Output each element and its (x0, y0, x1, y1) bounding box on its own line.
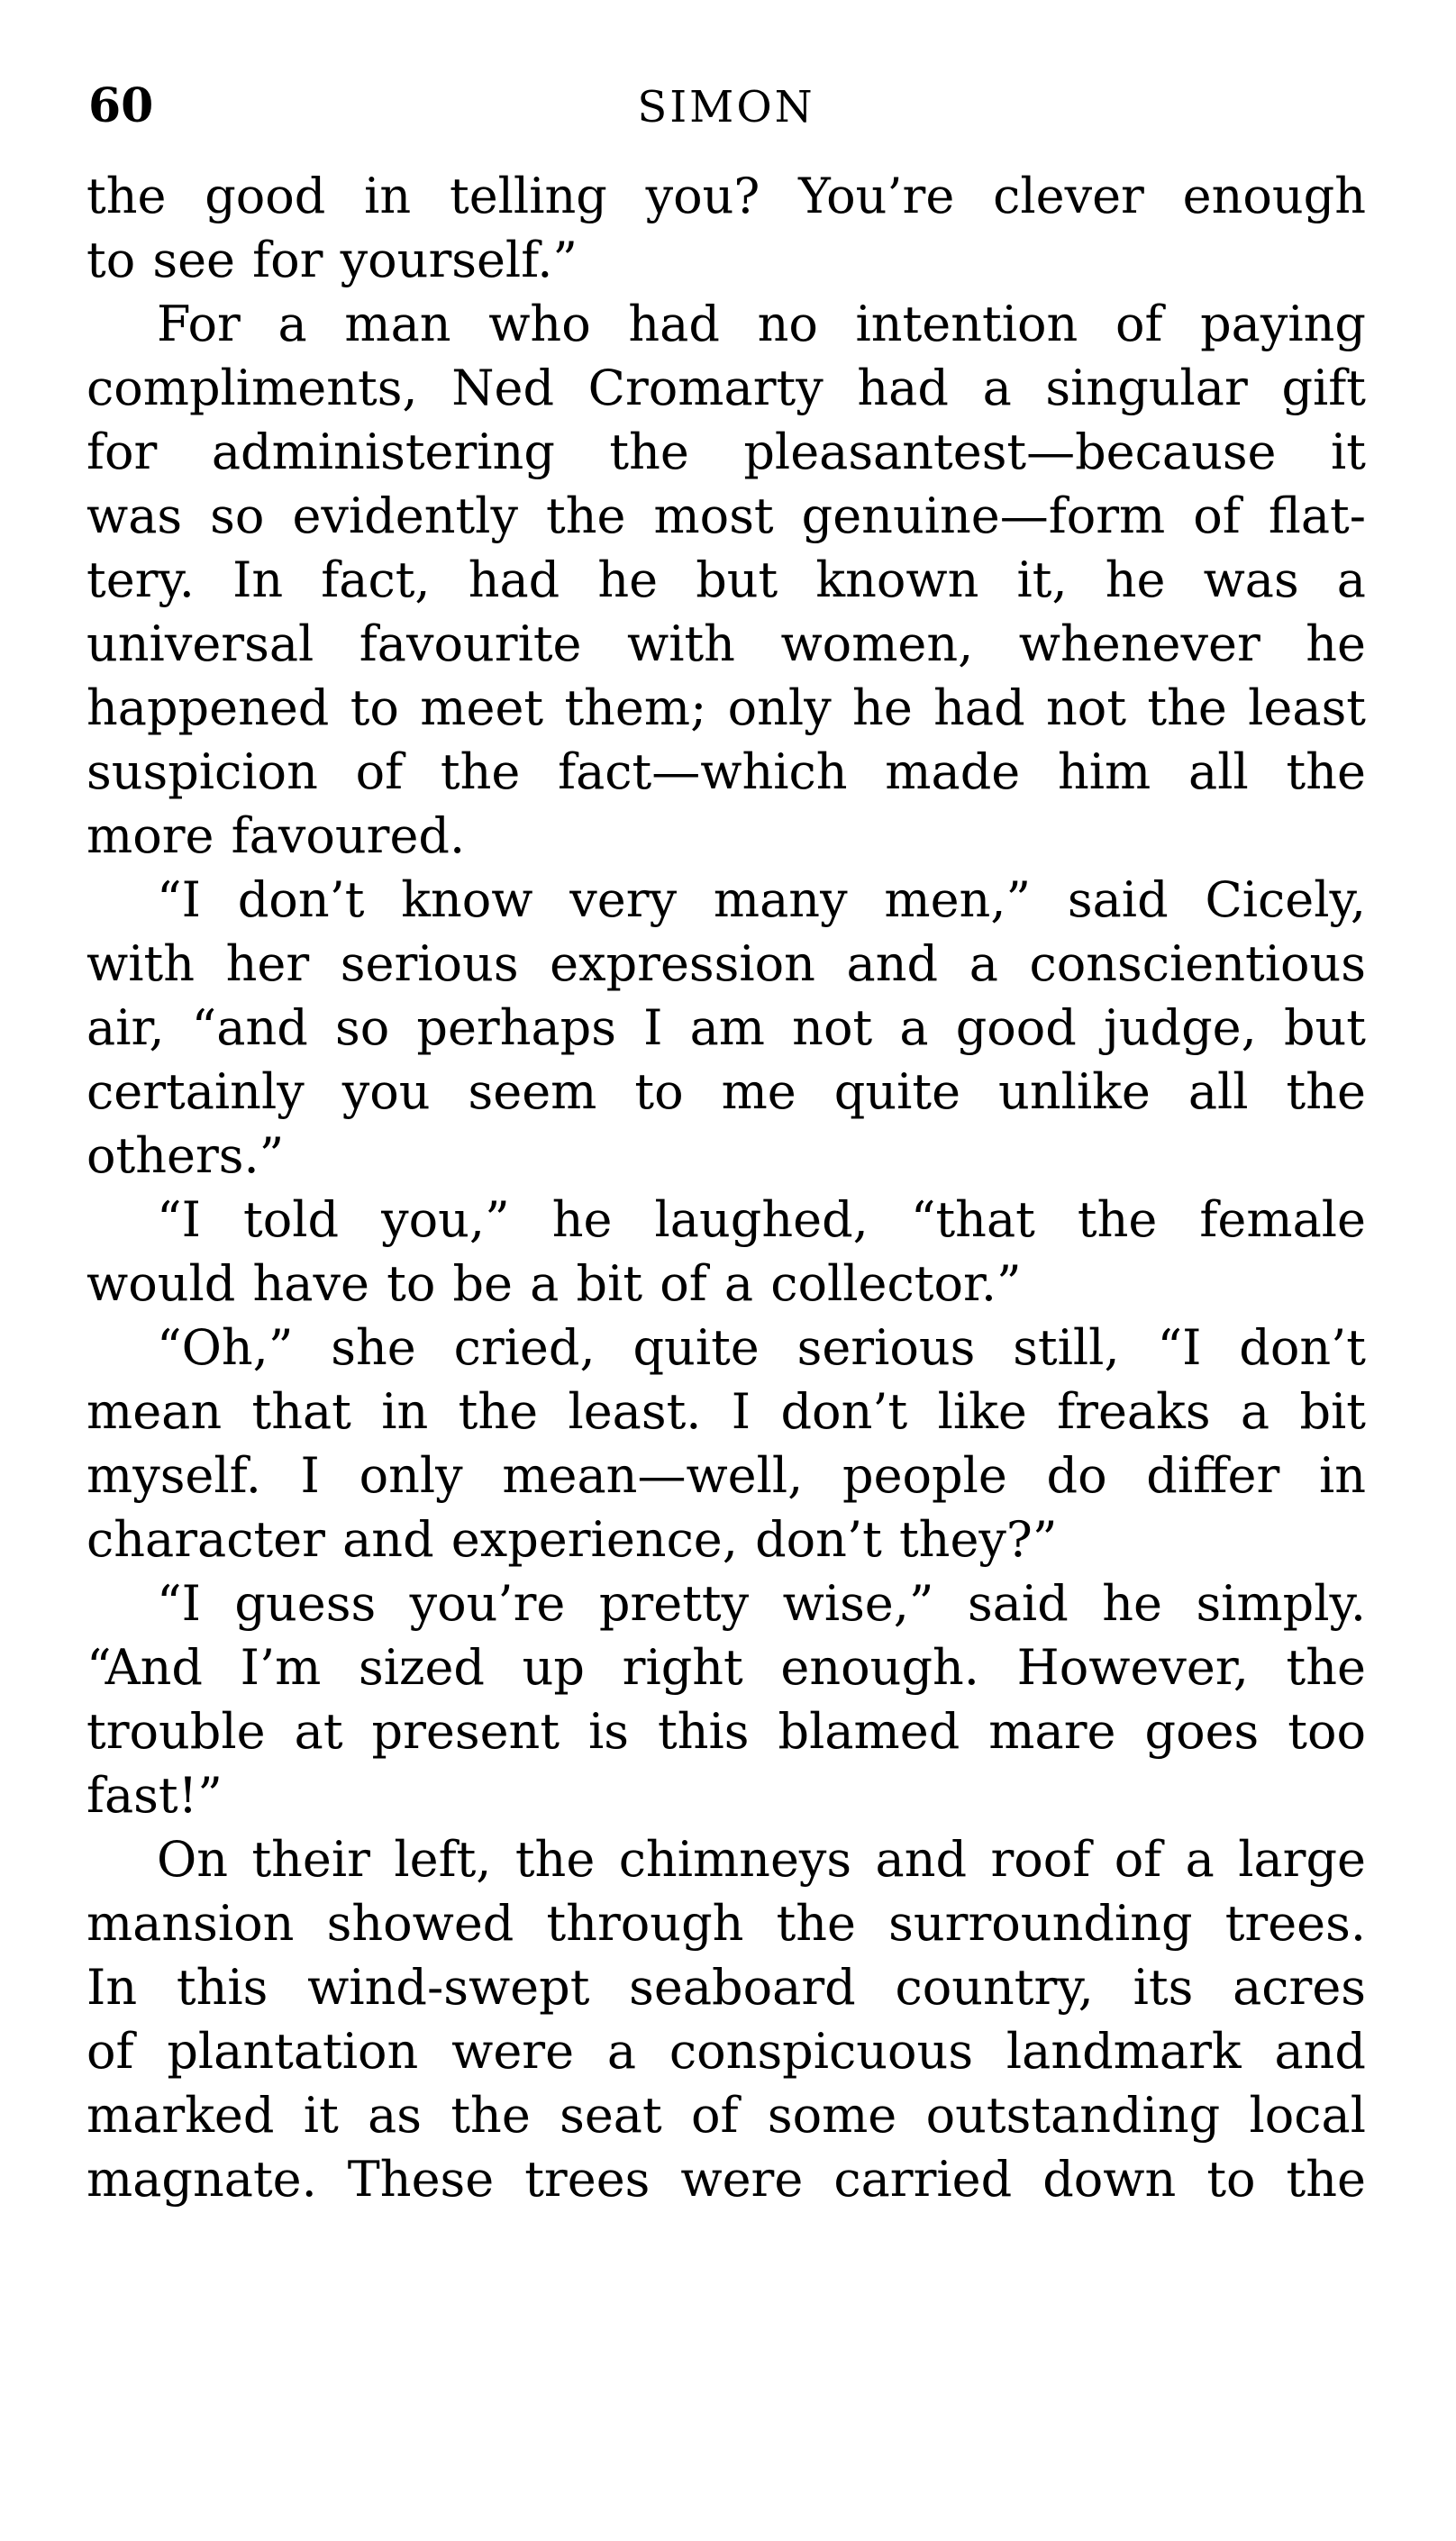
page-header (86, 78, 1366, 139)
paragraph (86, 868, 1366, 1188)
text-line: “And I’m sized up right enough. However, the (86, 1639, 1366, 1696)
text-line: In this wind-swept seaboard country, its acres (86, 1959, 1366, 2016)
paragraph (86, 1316, 1366, 1571)
paragraph (86, 164, 1366, 292)
text-line: certainly you seem to me quite unlike all the (86, 1063, 1366, 1120)
text-line: more favoured. (86, 807, 466, 864)
text-line: marked it as the seat of some outstanding local (86, 2087, 1366, 2144)
text-line: to see for yourself.” (86, 232, 578, 288)
text-line: mean that in the least. I don’t like freaks a bit (86, 1383, 1366, 1440)
text-line: happened to meet them; only he had not the least (86, 679, 1366, 736)
text-line: would have to be a bit of a collector.” (86, 1255, 1022, 1312)
text-line: was so evidently the most genuine—form of flat- (86, 487, 1366, 544)
text-line: For a man who had no intention of paying (157, 296, 1366, 352)
text-line: others.” (86, 1127, 285, 1184)
text-line: “I told you,” he laughed, “that the female (157, 1191, 1366, 1248)
paragraph (86, 1188, 1366, 1316)
text-line: with her serious expression and a conscientious (86, 935, 1366, 992)
text-line: universal favourite with women, whenever he (86, 615, 1366, 672)
text-line: magnate. These trees were carried down to the (86, 2151, 1366, 2208)
text-line: myself. I only mean—well, people do differ in (86, 1447, 1366, 1504)
text-line: mansion showed through the surrounding trees. (86, 1895, 1366, 1952)
text-line: “I don’t know very many men,” said Cicely, (157, 871, 1366, 928)
text-line: On their left, the chimneys and roof of a large (157, 1831, 1366, 1888)
text-line: character and experience, don’t they?” (86, 1511, 1058, 1568)
text-line: compliments, Ned Cromarty had a singular gift (86, 360, 1366, 416)
paragraph (86, 1571, 1366, 1827)
paragraph (86, 292, 1366, 868)
text-line: fast!” (86, 1767, 223, 1824)
text-line: the good in telling you? You’re clever enough (86, 168, 1366, 224)
text-line: for administering the pleasantest—because it (86, 424, 1366, 480)
text-line: suspicion of the fact—which made him all the (86, 743, 1366, 800)
text-line: of plantation were a conspicuous landmark and (86, 2023, 1366, 2080)
text-line: tery. In fact, had he but known it, he was a (86, 551, 1366, 608)
text-line: trouble at present is this blamed mare goes too (86, 1703, 1366, 1760)
text-line: “I guess you’re pretty wise,” said he simply. (157, 1575, 1366, 1632)
text-line: air, “and so perhaps I am not a good judge, but (86, 999, 1366, 1056)
running-title: SIMON (637, 82, 815, 132)
text-line: “Oh,” she cried, quite serious still, “I don’t (157, 1319, 1366, 1376)
paragraph (86, 1827, 1366, 2211)
page-number: 60 (88, 78, 154, 133)
page-body (86, 164, 1366, 2211)
